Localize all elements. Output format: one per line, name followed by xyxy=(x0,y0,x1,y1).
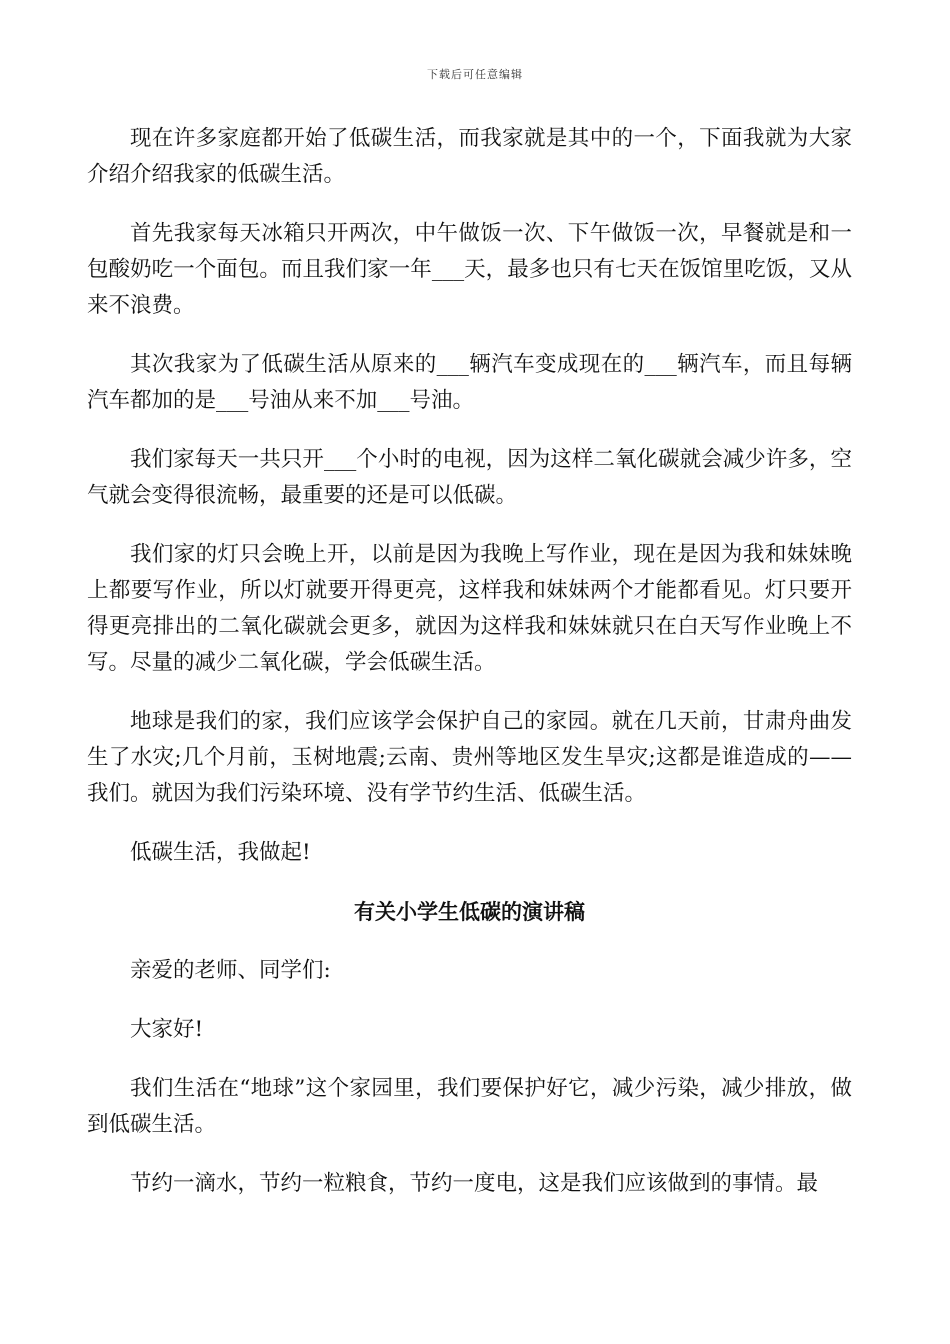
paragraph-slogan: 低碳生活，我做起! xyxy=(130,840,311,865)
paragraph-salutation: 亲爱的老师、同学们: xyxy=(130,958,331,983)
paragraph-earth: 地球是我们的家，我们应该学会保护自己的家园。就在几天前，甘肃舟曲发生了水灾;几个月前，玉树地震;云南、贵州等地区发生旱灾;这都是谁造成的——我们。就因为我们污染环境、没有学节约生活、低碳生活。 xyxy=(87,709,852,806)
paragraph-intro: 现在许多家庭都开始了低碳生活，而我家就是其中的一个，下面我就为大家介绍介绍我家的低碳生活。 xyxy=(87,126,852,187)
speech-heading: 有关小学生低碳的演讲稿 xyxy=(354,900,585,924)
paragraph-cars: 其次我家为了低碳生活从原来的___辆汽车变成现在的___辆汽车，而且每辆汽车都加的是___号油从来不加___号油。 xyxy=(87,352,852,413)
paragraph-protect-earth: 我们生活在“地球”这个家园里，我们要保护好它，减少污染，减少排放，做到低碳生活。 xyxy=(87,1076,852,1137)
paragraph-tv: 我们家每天一共只开___个小时的电视，因为这样二氧化碳就会减少许多，空气就会变得很流畅，最重要的还是可以低碳。 xyxy=(87,447,852,508)
paragraph-lights: 我们家的灯只会晚上开，以前是因为我晚上写作业，现在是因为我和妹妹晚上都要写作业，所以灯就要开得更亮，这样我和妹妹两个才能都看见。灯只要开得更亮排出的二氧化碳就会更多，就因为这样我和妹妹就只在白天写作业晚上不写。尽量的减少二氧化碳，学会低碳生活。 xyxy=(87,542,852,675)
paragraph-save: 节约一滴水，节约一粒粮食，节约一度电，这是我们应该做到的事情。最 xyxy=(130,1171,819,1196)
document-body xyxy=(87,121,852,1225)
paragraph-greeting: 大家好! xyxy=(130,1017,204,1042)
header-note: 下载后可任意编辑 xyxy=(427,68,523,81)
paragraph-fridge: 首先我家每天冰箱只开两次，中午做饭一次、下午做饭一次，早餐就是和一包酸奶吃一个面包。而且我们家一年___天，最多也只有七天在饭馆里吃饭，又从来不浪费。 xyxy=(87,221,852,318)
